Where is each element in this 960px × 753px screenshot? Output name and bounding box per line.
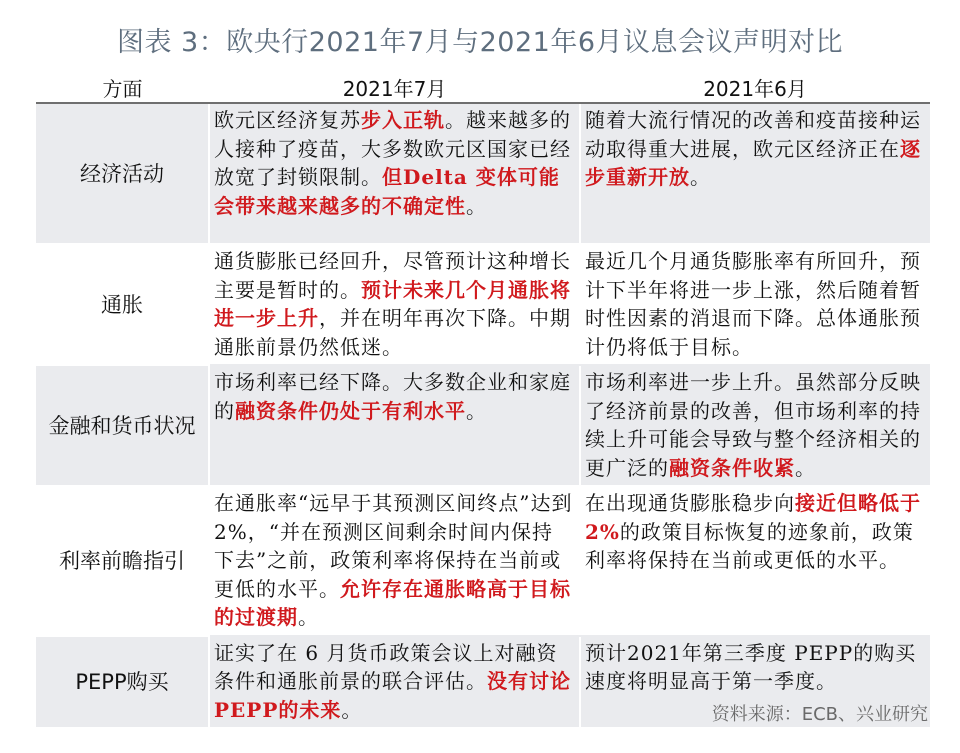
- june-cell: [580, 486, 930, 636]
- table-row: [36, 103, 930, 244]
- highlight-text: 步入正轨: [361, 108, 445, 132]
- row-label: 利率前瞻指引: [36, 486, 209, 636]
- highlight-text: 逐步重新开放: [585, 136, 921, 189]
- body-text: 的政策目标恢复的迹象前，政策利率将保持在当前或更低的水平。: [585, 519, 914, 572]
- body-text: 在通胀率“远早于其预测区间终点”达到2%，“并在预测区间剩余时间内保持下去”之前，政策利率将保持在当前或更低的水平。: [214, 491, 573, 601]
- body-text: 欧元区经济复苏: [214, 108, 361, 132]
- body-text: 。: [690, 165, 711, 189]
- body-text: 通货膨胀已经回升，尽管预计这种增长主要是暂时的。: [214, 249, 571, 302]
- body-text: 。: [795, 455, 816, 480]
- highlight-text: 但Delta 变体可能会带来越来越多的不确定性: [214, 165, 560, 218]
- figure-title: 图表 3：欧央行2021年7月与2021年6月议息会议声明对比: [116, 27, 844, 58]
- row-label: PEPP购买: [36, 636, 209, 729]
- comparison-table: [36, 72, 930, 729]
- body-text: 。: [341, 697, 363, 722]
- june-cell: [580, 244, 930, 365]
- body-text: 市场利率进一步上升。虽然部分反映了经济前景的改善，但市场利率的持续上升可能会导致与整个经济相关的更广泛的: [585, 370, 921, 480]
- table-row: [36, 365, 930, 486]
- highlight-text: 预计未来几个月通胀将进一步上升: [214, 277, 571, 330]
- june-cell: [580, 103, 930, 244]
- body-text: 预计2021年第三季度 PEPP的购买速度将明显高于第一季度。: [585, 640, 917, 693]
- highlight-text: 允许存在通胀略高于目标的过渡期: [214, 576, 571, 629]
- table-row: [36, 244, 930, 365]
- table-header-row: [36, 72, 930, 103]
- row-label: 通胀: [36, 244, 209, 365]
- body-text: 市场利率已经下降。大多数企业和家庭的: [214, 370, 571, 423]
- highlight-text: 融资条件收紧: [669, 455, 795, 480]
- highlight-text: 没有讨论PEPP的未来: [214, 669, 571, 722]
- source-note: 资料来源：ECB、兴业研究: [711, 704, 928, 725]
- july-cell: [209, 103, 580, 244]
- table-row: [36, 486, 930, 636]
- july-cell: [209, 636, 580, 729]
- body-text: 。: [298, 605, 319, 629]
- body-text: 随着大流行情况的改善和疫苗接种运动取得重大进展，欧元区经济正在: [585, 108, 921, 161]
- body-text: 。越来越多的人接种了疫苗，大多数欧元区国家已经放宽了封锁限制。: [214, 108, 571, 189]
- body-text: ，并在明年再次下降。中期通胀前景仍然低迷。: [214, 306, 571, 359]
- row-label: 金融和货币状况: [36, 365, 209, 486]
- header-aspect: 方面: [36, 72, 209, 103]
- body-text: 在出现通货膨胀稳步向: [585, 491, 795, 515]
- body-text: 证实了在 6 月货币政策会议上对融资条件和通胀前景的联合评估。: [214, 640, 558, 693]
- july-cell: [209, 365, 580, 486]
- row-label: 经济活动: [36, 103, 209, 244]
- header-june: 2021年6月: [580, 72, 930, 103]
- july-cell: [209, 486, 580, 636]
- header-july: 2021年7月: [209, 72, 580, 103]
- july-cell: [209, 244, 580, 365]
- body-text: 。: [466, 398, 487, 423]
- highlight-text: 融资条件仍处于有利水平: [235, 398, 466, 423]
- highlight-text: 接近但略低于2%: [585, 491, 921, 544]
- june-cell: [580, 365, 930, 486]
- body-text: 最近几个月通货膨胀率有所回升，预计下半年将进一步上涨，然后随着暂时性因素的消退而下降。总体通胀预计仍将低于目标。: [585, 249, 921, 359]
- body-text: 。: [466, 193, 487, 218]
